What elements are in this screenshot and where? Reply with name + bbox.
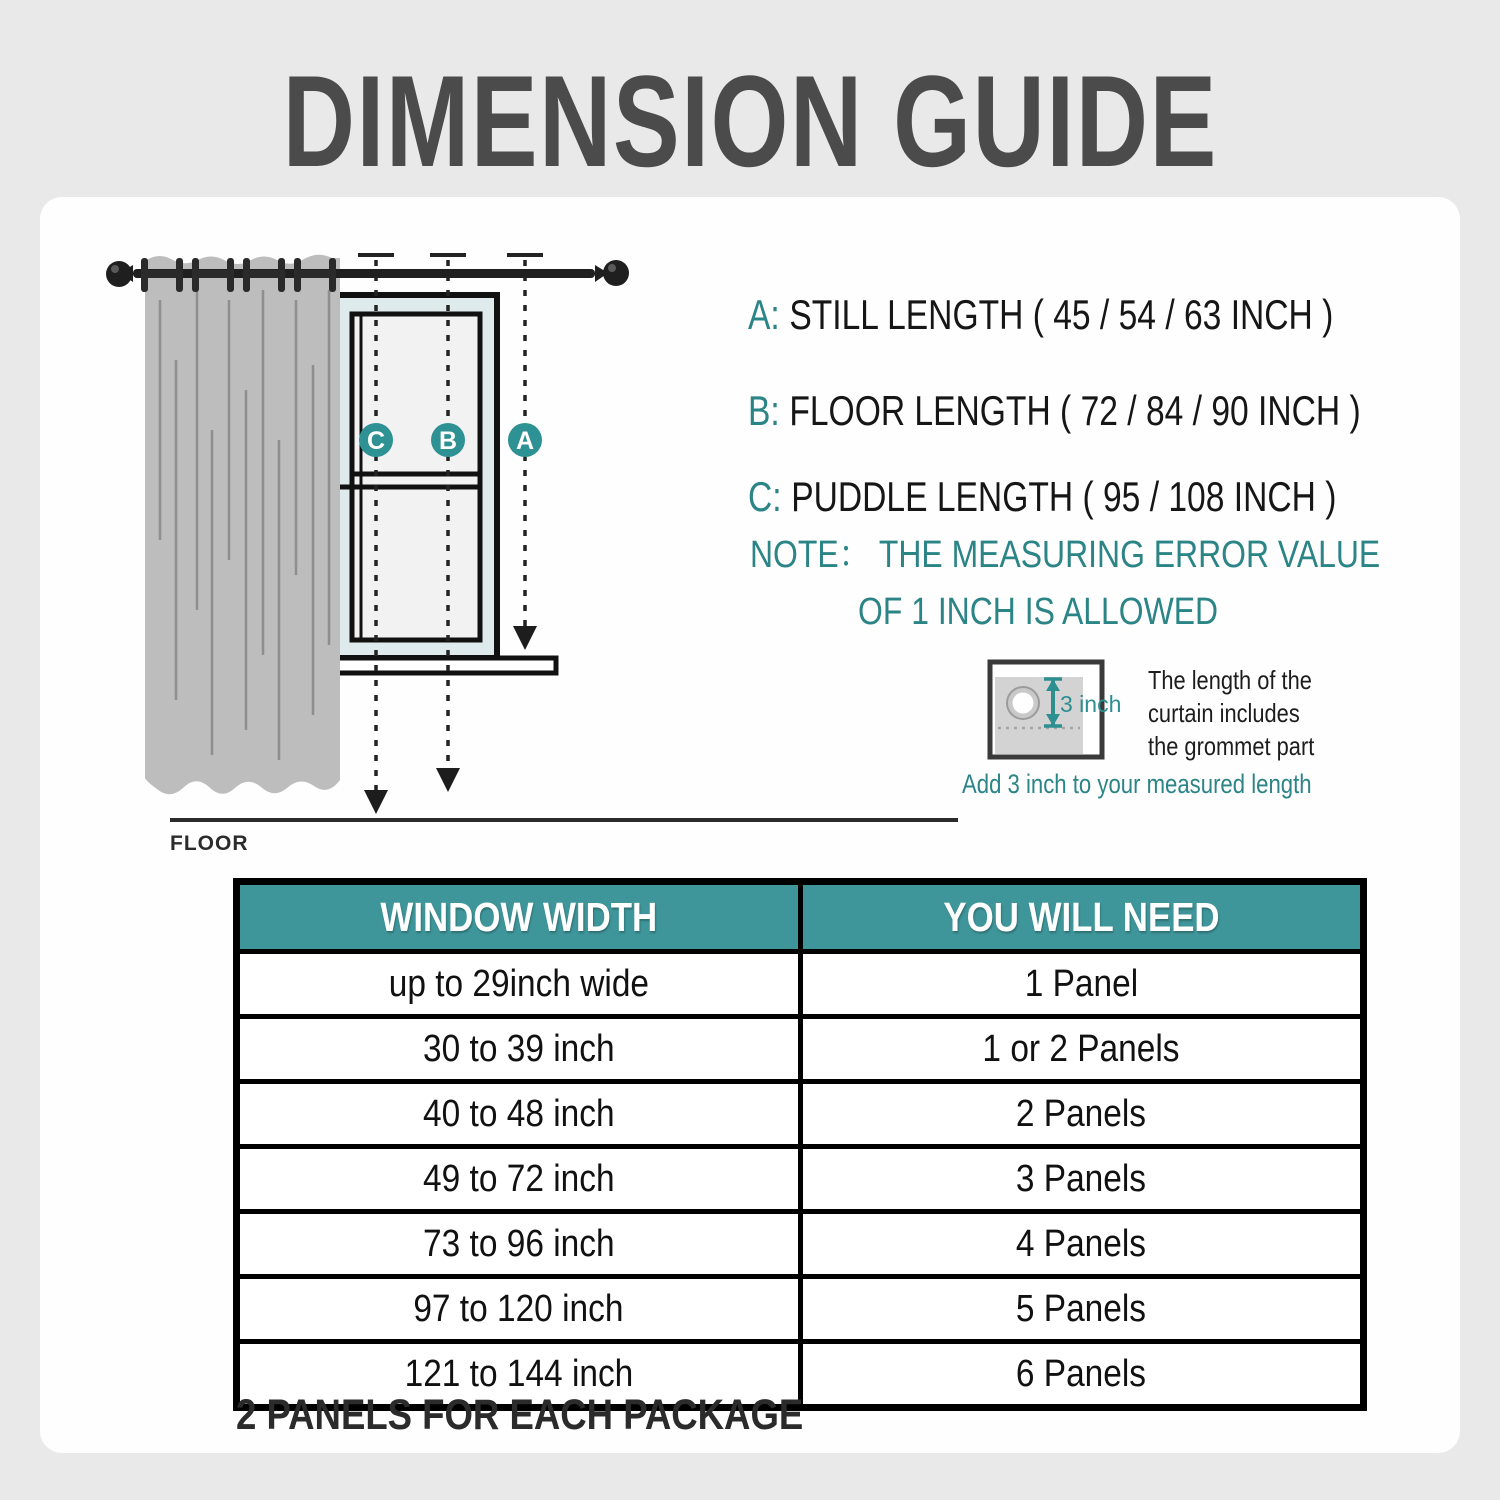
- window-width-cell: 30 to 39 inch: [237, 1017, 801, 1082]
- grommet-description: [1148, 664, 1346, 763]
- window-width-cell: up to 29inch wide: [237, 952, 801, 1017]
- add-length-note: Add 3 inch to your measured length: [962, 769, 1312, 799]
- size-table: [233, 878, 1367, 1411]
- table-row: [237, 1277, 1364, 1342]
- spec-prefix-c: C:: [748, 473, 782, 520]
- spec-text-b: FLOOR LENGTH ( 72 / 84 / 90 INCH ): [789, 387, 1361, 434]
- panels-cell: 1 Panel: [800, 952, 1364, 1017]
- grommet-desc-line-3: the grommet part: [1148, 731, 1315, 761]
- table-row: [237, 1017, 1364, 1082]
- window-width-cell: 97 to 120 inch: [237, 1277, 801, 1342]
- panels-cell: 6 Panels: [800, 1342, 1364, 1408]
- panels-cell: 3 Panels: [800, 1147, 1364, 1212]
- grommet-measure-label: 3 inch: [1060, 691, 1122, 717]
- window-sill: [330, 658, 556, 673]
- curtain-illustration: [145, 255, 340, 795]
- spec-line-c: [748, 473, 1484, 520]
- spec-line-a: [748, 291, 1480, 338]
- window-width-cell: 73 to 96 inch: [237, 1212, 801, 1277]
- marker-letter-c: C: [366, 427, 386, 455]
- page-title: DIMENSION GUIDE: [282, 48, 1218, 194]
- measure-markers: [359, 423, 542, 457]
- panels-cell: 2 Panels: [800, 1082, 1364, 1147]
- marker-letter-a: A: [515, 427, 535, 455]
- note-line-2: OF 1 INCH IS ALLOWED: [858, 591, 1219, 633]
- panels-cell: 5 Panels: [800, 1277, 1364, 1342]
- table-row: [237, 1212, 1364, 1277]
- panels-cell: 4 Panels: [800, 1212, 1364, 1277]
- note-line-1: NOTE： THE MEASURING ERROR VALUE: [750, 534, 1381, 576]
- spec-prefix-b: B:: [748, 387, 780, 434]
- window-illustration: [330, 295, 556, 673]
- table-row: [237, 1082, 1364, 1147]
- window-width-cell: 40 to 48 inch: [237, 1082, 801, 1147]
- table-row: [237, 952, 1364, 1017]
- table-row: [237, 1147, 1364, 1212]
- spec-prefix-a: A:: [748, 291, 780, 338]
- grommet-inset-diagram: [990, 662, 1121, 757]
- col-header-window-width: WINDOW WIDTH: [237, 882, 801, 952]
- grommet-desc-line-1: The length of the: [1148, 665, 1312, 695]
- spec-text-a: STILL LENGTH ( 45 / 54 / 63 INCH ): [789, 291, 1334, 338]
- floor-label: FLOOR: [170, 832, 249, 855]
- window-width-cell: 121 to 144 inch: [237, 1342, 801, 1408]
- col-header-you-will-need: YOU WILL NEED: [800, 882, 1364, 952]
- size-table-header-row: [237, 882, 1364, 952]
- panels-cell: 1 or 2 Panels: [800, 1017, 1364, 1082]
- spec-line-b: [748, 387, 1500, 434]
- window-width-cell: 49 to 72 inch: [237, 1147, 801, 1212]
- page-title-wrap: [0, 46, 1500, 196]
- grommet-desc-line-2: curtain includes: [1148, 698, 1300, 728]
- package-note: 2 PANELS FOR EACH PACKAGE: [236, 1391, 804, 1439]
- marker-letter-b: B: [438, 427, 458, 455]
- spec-text-c: PUDDLE LENGTH ( 95 / 108 INCH ): [791, 473, 1337, 520]
